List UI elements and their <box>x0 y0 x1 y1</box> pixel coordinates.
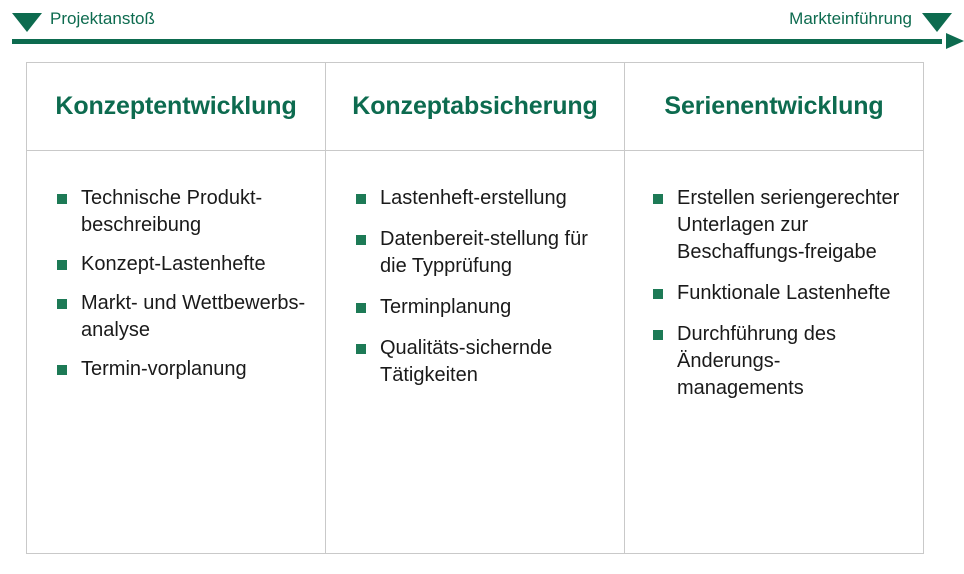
phase-header <box>326 63 624 151</box>
bullet-icon <box>653 330 663 340</box>
phase-title: Konzeptentwicklung <box>55 92 297 120</box>
timeline-start-marker-icon <box>12 13 42 32</box>
list-item <box>342 226 608 280</box>
timeline-axis <box>12 39 942 44</box>
phase-column-konzeptabsicherung <box>326 63 625 553</box>
phase-title: Serienentwicklung <box>664 92 884 120</box>
list-item-label: Datenbereit-stellung für die Typprüfung <box>380 228 588 277</box>
phase-column-konzeptentwicklung <box>27 63 326 553</box>
bullet-icon <box>57 365 67 375</box>
timeline-start-label: Projektanstoß <box>50 9 155 28</box>
list-item-label: Lastenheft-erstellung <box>380 187 567 209</box>
bullet-icon <box>653 194 663 204</box>
list-item <box>43 356 309 383</box>
timeline-end-label: Markteinführung <box>789 9 912 28</box>
phase-content <box>326 151 624 553</box>
list-item-label: Durchführung des Änderungs-managements <box>677 323 836 399</box>
phase-item-list <box>639 185 907 402</box>
list-item-label: Technische Produkt-beschreibung <box>81 187 263 236</box>
list-item <box>43 290 309 344</box>
list-item-label: Erstellen seriengerechter Unterlagen zur Beschaffungs-freigabe <box>677 187 900 263</box>
list-item-label: Terminplanung <box>380 296 512 318</box>
list-item-label: Konzept-Lastenhefte <box>81 253 266 275</box>
phase-item-list <box>43 185 309 383</box>
timeline-arrow-icon <box>946 33 964 49</box>
project-timeline <box>0 0 964 56</box>
bullet-icon <box>356 194 366 204</box>
list-item <box>639 280 907 307</box>
timeline-end-marker-icon <box>922 13 952 32</box>
phase-content <box>625 151 923 553</box>
bullet-icon <box>356 344 366 354</box>
list-item <box>639 185 907 266</box>
phase-table <box>26 62 924 554</box>
list-item <box>342 185 608 212</box>
bullet-icon <box>57 299 67 309</box>
list-item <box>639 321 907 402</box>
bullet-icon <box>356 303 366 313</box>
list-item <box>43 185 309 239</box>
phase-content <box>27 151 325 553</box>
phase-column-serienentwicklung <box>625 63 923 553</box>
phase-header <box>27 63 325 151</box>
list-item <box>342 335 608 389</box>
list-item <box>342 294 608 321</box>
list-item <box>43 251 309 278</box>
phase-item-list <box>342 185 608 389</box>
list-item-label: Markt- und Wettbewerbs-analyse <box>81 292 306 341</box>
phase-title: Konzeptabsicherung <box>352 92 598 120</box>
bullet-icon <box>57 194 67 204</box>
phase-header <box>625 63 923 151</box>
bullet-icon <box>356 235 366 245</box>
list-item-label: Termin-vorplanung <box>81 358 247 380</box>
list-item-label: Funktionale Lastenhefte <box>677 282 891 304</box>
list-item-label: Qualitäts-sichernde Tätigkeiten <box>380 337 553 386</box>
bullet-icon <box>57 260 67 270</box>
bullet-icon <box>653 289 663 299</box>
